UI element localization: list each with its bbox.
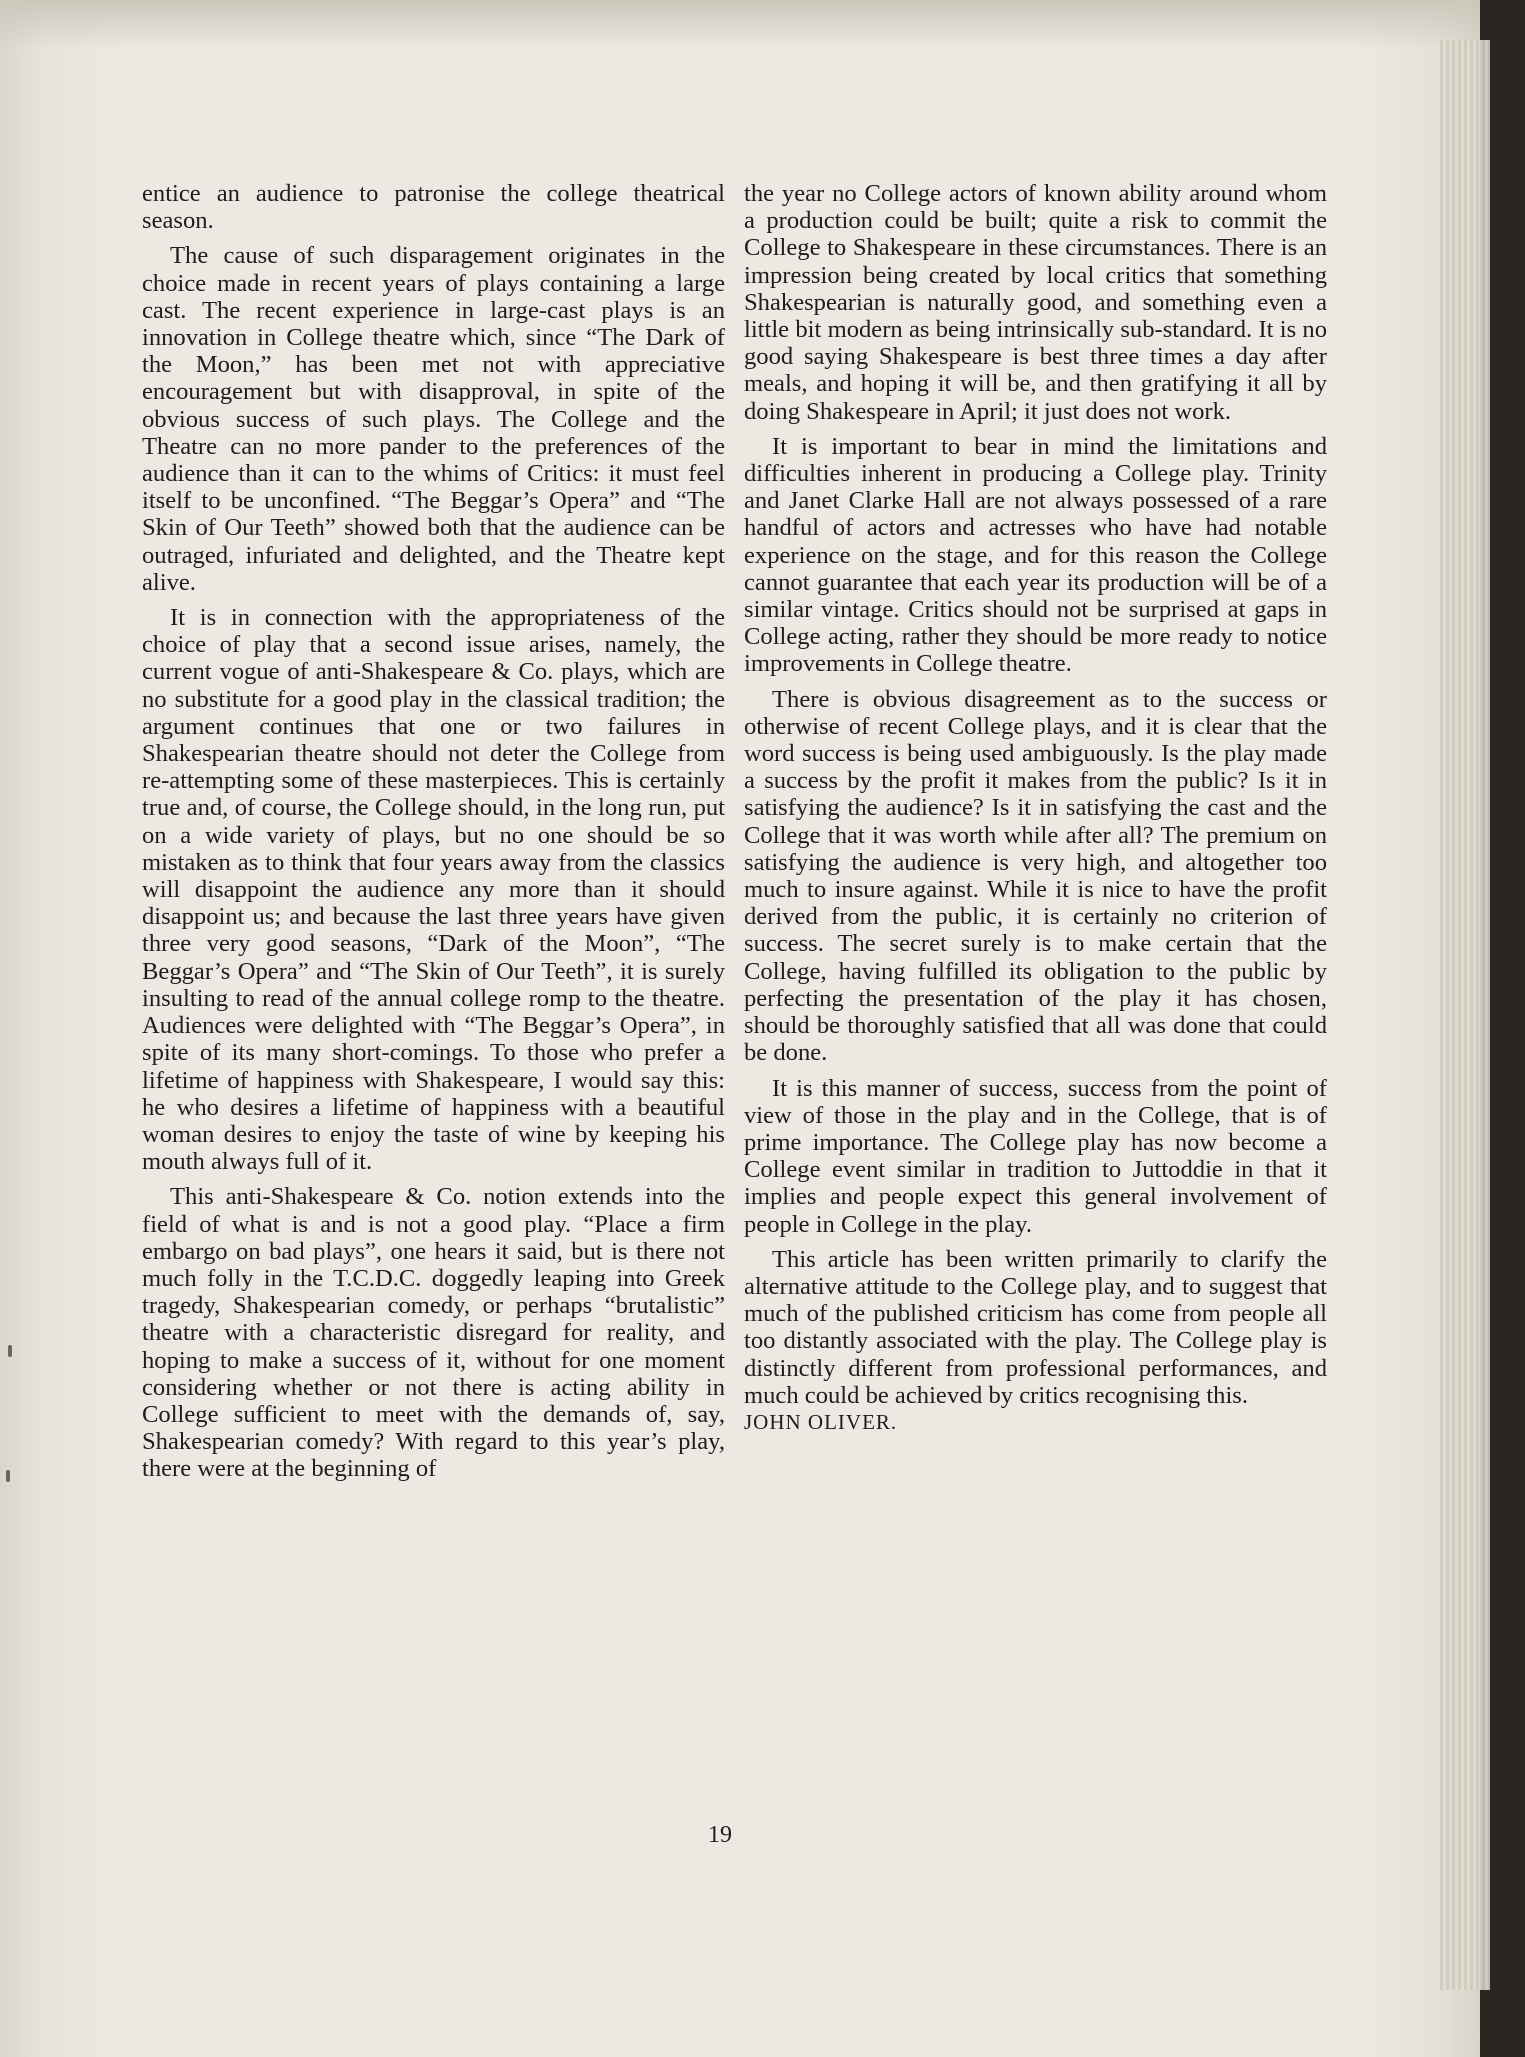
left-paragraph-1: entice an audience to patronise the college theatrical season. bbox=[142, 180, 725, 235]
right-column bbox=[744, 180, 1327, 1444]
margin-speck bbox=[8, 1345, 12, 1357]
left-paragraph-3: It is in connection with the appropriateness of the choice of play that a second issue arises, namely, the current vogue of anti-Shakespeare & Co. plays, which are no substitute for a good play in the classical tradition; the argument continues that one or two failures in Shakespearian theatre should not deter the College from re-attempting some of these masterpieces. This is certainly true and, of course, the College should, in the long run, put on a wide variety of plays, but no one should be so mistaken as to think that four years away from the classics will disappoint the audience any more than it should disappoint us; and because the last three years have given three very good seasons, “Dark of the Moon”, “The Beggar’s Opera” and “The Skin of Our Teeth”, it is surely insulting to read of the annual college romp to the theatre. Audiences were delighted with “The Beggar’s Opera”, in spite of its many short-comings. To those who prefer a lifetime of happiness with Shakespeare, I would say this: he who desires a lifetime of happiness with a beautiful woman desires to enjoy the taste of wine by keeping his mouth always full of it. bbox=[142, 604, 725, 1176]
page-stack-edge bbox=[1440, 40, 1490, 1990]
left-paragraph-4: This anti-Shakespeare & Co. notion extends into the field of what is and is not a good play. “Place a firm embargo on bad plays”, one hears it said, but is there not much folly in the T.C.D.C. doggedly leaping into Greek tragedy, Shakespearian comedy, or perhaps “brutalistic” theatre with a characteristic disregard for reality, and hoping to make a success of it, without for one moment considering whether or not there is acting ability in College sufficient to meet with the demands of, say, Shakespearian comedy? With regard to this year’s play, there were at the beginning of bbox=[142, 1183, 725, 1483]
right-paragraph-1: the year no College actors of known ability around whom a production could be built; quite a risk to commit the College to Shakespeare in these circumstances. There is an impression being created by local critics that something Shakespearian is naturally good, and something even a little bit modern as being intrinsically sub-standard. It is no good saying Shakespeare is best three times a day after meals, and hoping it will be, and then gratifying it all by doing Shakespeare in April; it just does not work. bbox=[744, 180, 1327, 425]
right-paragraph-4: It is this manner of success, success from the point of view of those in the play and in the College, that is of prime importance. The College play has now become a College event similar in tradition to Juttoddie in that it implies and people expect this general involvement of people in College in the play. bbox=[744, 1074, 1327, 1238]
page-top-shadow bbox=[0, 0, 1480, 50]
right-paragraph-3: There is obvious disagreement as to the success or otherwise of recent College plays, and it is clear that the word success is being used ambiguously. Is the play made a success by the profit it makes from the public? Is it in satisfying the audience? Is it in satisfying the cast and the College that it was worth while after all? The premium on satisfying the audience is very high, and altogether too much to insure against. While it is nice to have the profit derived from the public, it is certainly no criterion of success. The secret surely is to make certain that the College, having fulfilled its obligation to the public by perfecting the presentation of the play it has chosen, should be thoroughly satisfied that all was done that could be done. bbox=[744, 685, 1327, 1067]
left-column bbox=[142, 180, 725, 1483]
right-paragraph-2: It is important to bear in mind the limitations and difficulties inherent in producing a College play. Trinity and Janet Clarke Hall are not always possessed of a rare handful of actors and actresses who have had notable experience on the stage, and for this reason the College cannot guarantee that each year its production will be of a similar vintage. Critics should not be surprised at gaps in College acting, rather they should be more ready to notice improvements in College theatre. bbox=[744, 432, 1327, 678]
left-paragraph-2: The cause of such disparagement originates in the choice made in recent years of plays containing a large cast. The recent experience in large-cast plays is an innovation in College theatre which, since “The Dark of the Moon,” has been met not with appreciative encouragement but with disapproval, in spite of the obvious success of such plays. The College and the Theatre can no more pander to the preferences of the audience than it can to the whims of Critics: it must feel itself to be unconfined. “The Beggar’s Opera” and “The Skin of Our Teeth” showed both that the audience can be outraged, infuriated and delighted, and the Theatre kept alive. bbox=[142, 242, 725, 596]
author-signature: JOHN OLIVER. bbox=[744, 1409, 898, 1434]
page-number: 19 bbox=[708, 1822, 732, 1848]
right-paragraph-5: This article has been written primarily to clarify the alternative attitude to the College play, and to suggest that much of the published criticism has come from people all too distantly associated with the play. The College play is distinctly different from professional performances, and much could be achieved by critics recognising this. bbox=[744, 1245, 1327, 1409]
margin-speck bbox=[6, 1470, 10, 1482]
